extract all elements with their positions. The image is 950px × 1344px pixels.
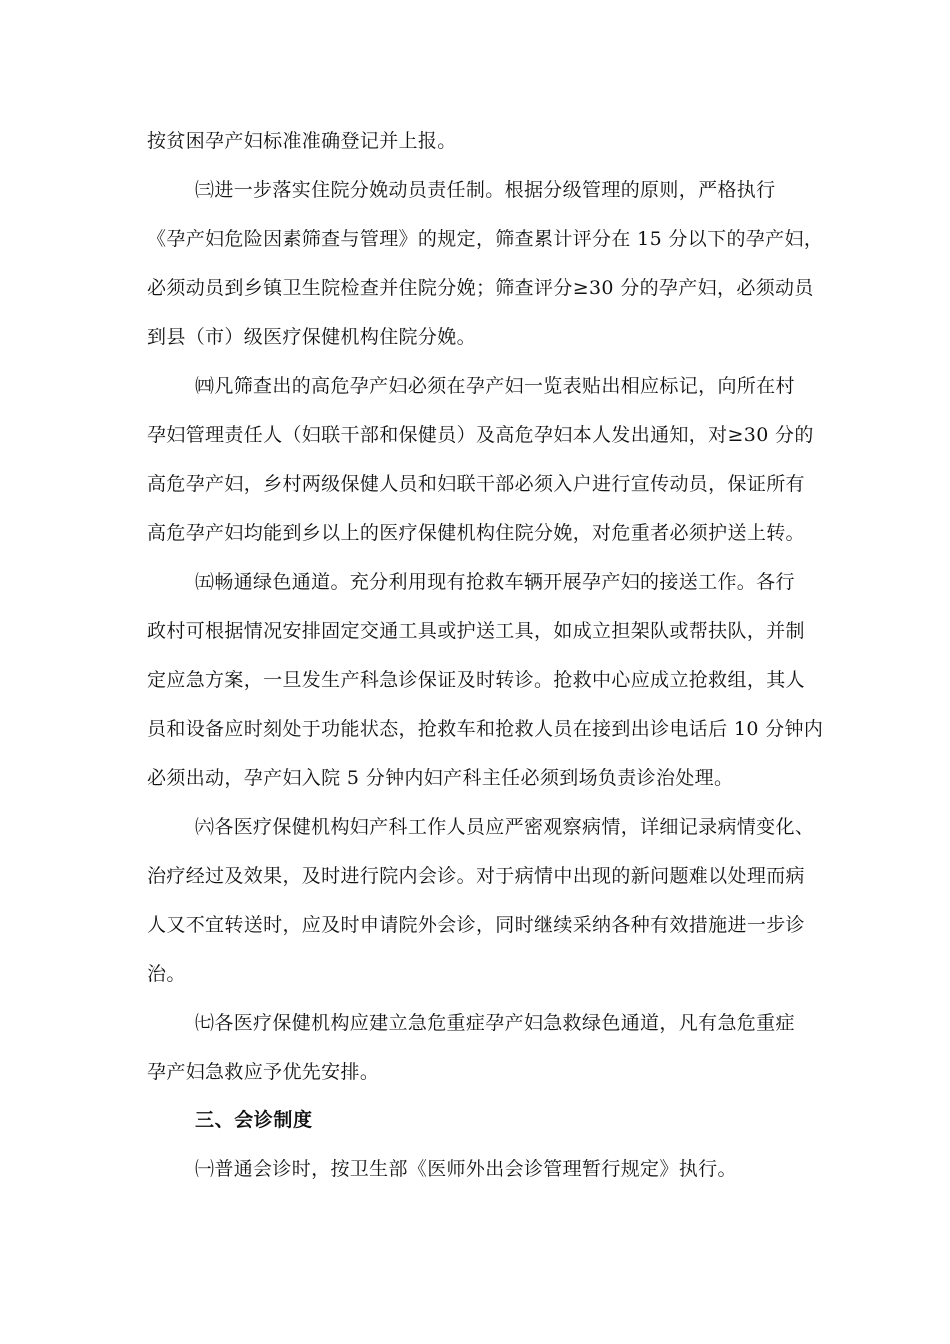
paragraph-line: ㈣凡筛查出的高危孕产妇必须在孕产妇一览表贴出相应标记，向所在村 xyxy=(195,375,795,397)
paragraph-line: 孕产妇急救应予优先安排。 xyxy=(147,1061,380,1083)
paragraph-line: 政村可根据情况安排固定交通工具或护送工具，如成立担架队或帮扶队，并制 xyxy=(147,620,805,642)
paragraph-line: 必须出动，孕产妇入院 5 分钟内妇产科主任必须到场负责诊治处理。 xyxy=(147,767,734,789)
paragraph-line: 按贫困孕产妇标准准确登记并上报。 xyxy=(147,130,457,152)
paragraph-line: ㈥各医疗保健机构妇产科工作人员应严密观察病情，详细记录病情变化、 xyxy=(195,816,815,838)
paragraph-line: 治。 xyxy=(147,963,186,985)
paragraph-line: 到县（市）级医疗保健机构住院分娩。 xyxy=(147,326,476,348)
paragraph-line: 员和设备应时刻处于功能状态，抢救车和抢救人员在接到出诊电话后 10 分钟内 xyxy=(147,718,824,740)
paragraph-line: 治疗经过及效果，及时进行院内会诊。对于病情中出现的新问题难以处理而病 xyxy=(147,865,805,887)
paragraph-line: 定应急方案，一旦发生产科急诊保证及时转诊。抢救中心应成立抢救组，其人 xyxy=(147,669,805,691)
section-heading: 三、会诊制度 xyxy=(195,1109,313,1131)
paragraph-line: ㈠普通会诊时，按卫生部《医师外出会诊管理暂行规定》执行。 xyxy=(195,1158,737,1180)
paragraph-line: ㈦各医疗保健机构应建立急危重症孕产妇急救绿色通道，凡有急危重症 xyxy=(195,1012,795,1034)
paragraph-line: 高危孕产妇，乡村两级保健人员和妇联干部必须入户进行宣传动员，保证所有 xyxy=(147,473,805,495)
paragraph-line: ㈤畅通绿色通道。充分利用现有抢救车辆开展孕产妇的接送工作。各行 xyxy=(195,571,795,593)
paragraph-line: ㈢进一步落实住院分娩动员责任制。根据分级管理的原则，严格执行 xyxy=(195,179,776,201)
paragraph-line: 人又不宜转送时，应及时申请院外会诊，同时继续采纳各种有效措施进一步诊 xyxy=(147,914,805,936)
paragraph-line: 必须动员到乡镇卫生院检查并住院分娩；筛查评分≥30 分的孕产妇，必须动员 xyxy=(147,277,814,299)
paragraph-line: 《孕产妇危险因素筛查与管理》的规定，筛查累计评分在 15 分以下的孕产妇， xyxy=(147,228,824,250)
paragraph-line: 高危孕产妇均能到乡以上的医疗保健机构住院分娩，对危重者必须护送上转。 xyxy=(147,522,805,544)
paragraph-line: 孕妇管理责任人（妇联干部和保健员）及高危孕妇本人发出通知，对≥30 分的 xyxy=(147,424,814,446)
